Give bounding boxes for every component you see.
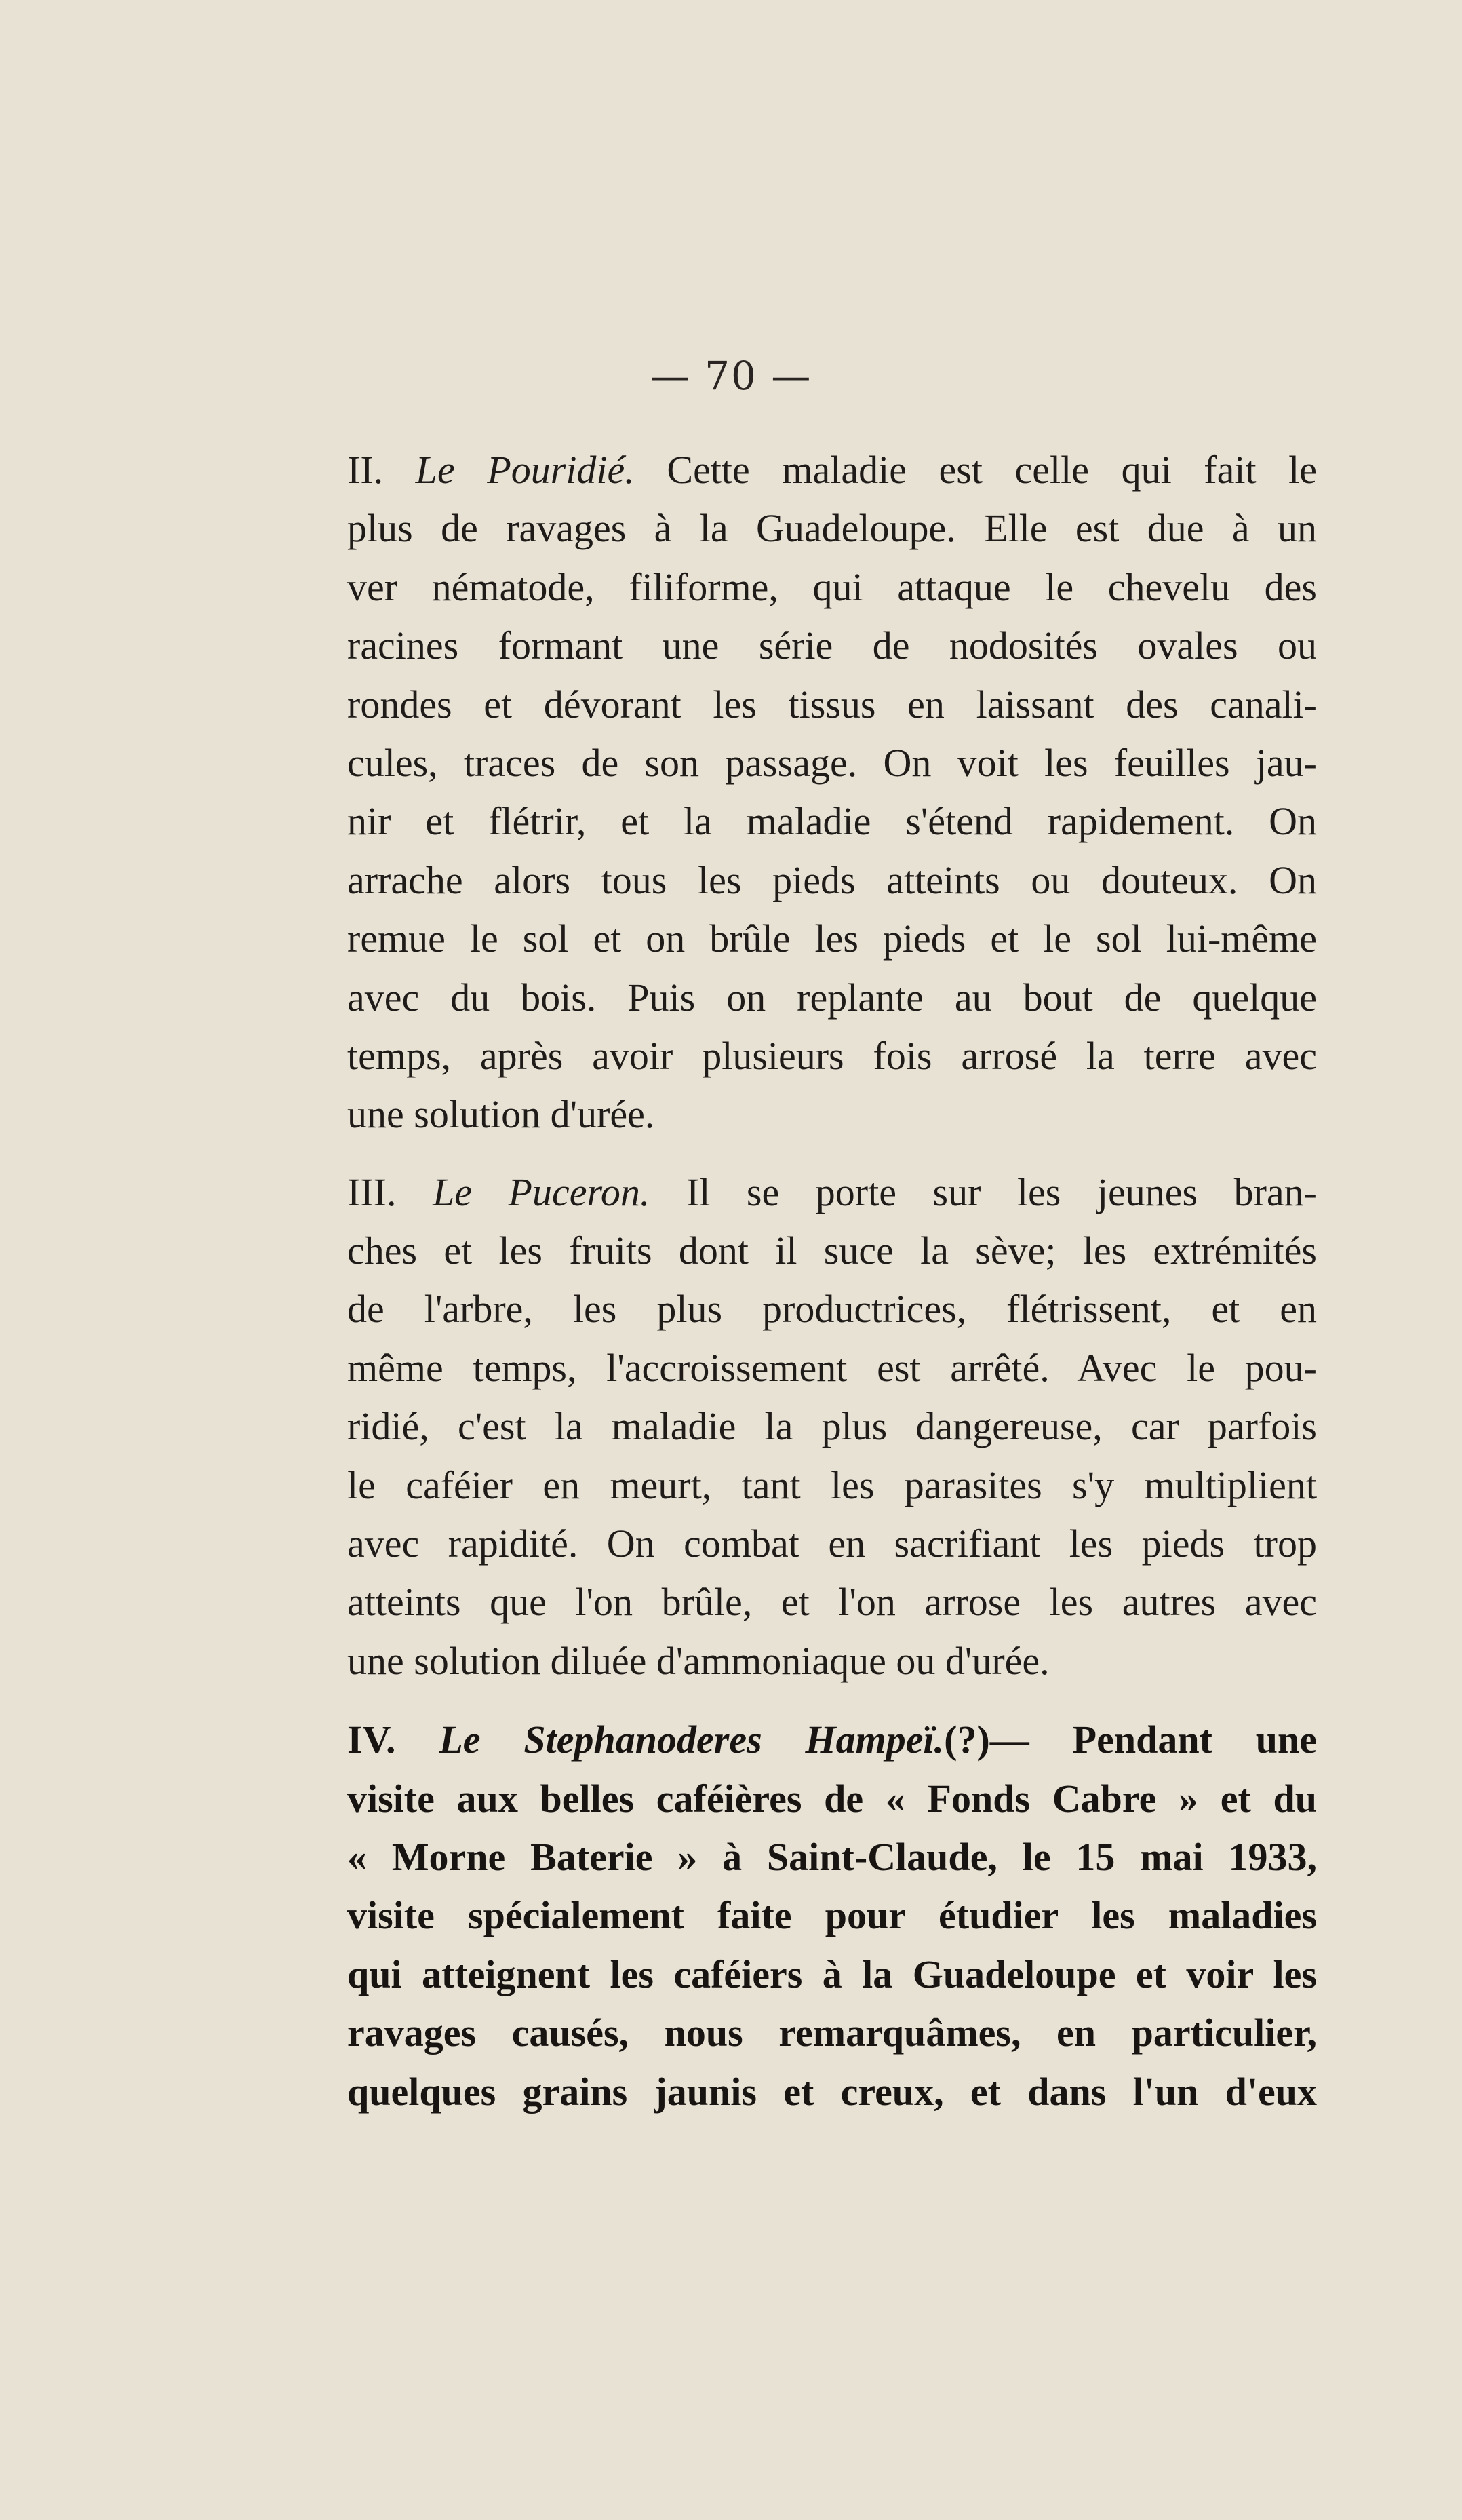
text-line: avec du bois. Puis on replante au bout de quelque — [347, 975, 1317, 1020]
text-line: le caféier en meurt, tant les parasites s'y multiplient — [347, 1462, 1317, 1507]
text-line: nir et flétrir, et la maladie s'étend rapidement. On — [347, 799, 1317, 844]
text-line: remue le sol et on brûle les pieds et le sol lui-même — [347, 916, 1317, 961]
text-line: une solution diluée d'ammoniaque ou d'urée. — [347, 1638, 1050, 1683]
section-title: Le Pouridié. — [415, 448, 635, 492]
text-line: III. Le Puceron. Il se porte sur les jeunes bran- — [347, 1169, 1317, 1214]
text-line: de l'arbre, les plus productrices, flétrissent, et en — [347, 1287, 1317, 1332]
text-line: quelques grains jaunis et creux, et dans l'un d'eux — [347, 2069, 1317, 2114]
text-line: racines formant une série de nodosités ovales ou — [347, 623, 1317, 668]
text-line: temps, après avoir plusieurs fois arrosé la terre avec — [347, 1033, 1317, 1078]
page-number: — 70 — — [650, 353, 812, 399]
text-line: même temps, l'accroissement est arrêté. Avec le pou- — [347, 1345, 1317, 1390]
text-line: ver nématode, filiforme, qui attaque le chevelu des — [347, 564, 1317, 609]
text-line: ches et les fruits dont il suce la sève; les extrémités — [347, 1228, 1317, 1273]
text-line: une solution d'urée. — [347, 1092, 655, 1137]
text-line: rondes et dévorant les tissus en laissant des canali- — [347, 682, 1317, 726]
section-numeral: II. — [347, 448, 384, 492]
text-line: cules, traces de son passage. On voit les feuilles jau- — [347, 740, 1317, 785]
section-title: Le Puceron. — [433, 1169, 650, 1214]
text-line: avec rapidité. On combat en sacrifiant les pieds trop — [347, 1521, 1317, 1566]
text-line: II. Le Pouridié. Cette maladie est celle qui fait le — [347, 448, 1318, 492]
text-line: atteints que l'on brûle, et l'on arrose les autres avec — [347, 1580, 1317, 1625]
section-numeral: III. — [347, 1169, 397, 1214]
text-line: visite aux belles caféières de « Fonds Cabre » et du — [347, 1776, 1317, 1821]
body-text — [347, 441, 1317, 2121]
text-line: plus de ravages à la Guadeloupe. Elle est due à un — [347, 506, 1317, 551]
section-numeral: IV. — [347, 1718, 396, 1762]
text-line: qui atteignent les caféiers à la Guadeloupe et voir les — [347, 1952, 1317, 1996]
text-line: ravages causés, nous remarquâmes, en particulier, — [347, 2011, 1317, 2055]
section-iv — [347, 1711, 1317, 2121]
query-mark: (?)— — [944, 1718, 1029, 1762]
paragraph-gap — [347, 1144, 1317, 1163]
text-line: ridié, c'est la maladie la plus dangereuse, car parfois — [347, 1404, 1317, 1449]
text-line: arrache alors tous les pieds atteints ou douteux. On — [347, 857, 1317, 902]
text-line: IV. Le Stephanoderes Hampeï.(?)— Pendant une — [347, 1718, 1318, 1762]
text-line: visite spécialement faite pour étudier les maladies — [347, 1893, 1317, 1938]
paragraph-gap — [347, 1690, 1317, 1711]
text-line: « Morne Baterie » à Saint-Claude, le 15 mai 1933, — [347, 1834, 1317, 1879]
section-iii — [347, 1163, 1317, 1691]
section-title: Le Stephanoderes Hampeï. — [439, 1718, 945, 1762]
section-ii — [347, 441, 1317, 1144]
